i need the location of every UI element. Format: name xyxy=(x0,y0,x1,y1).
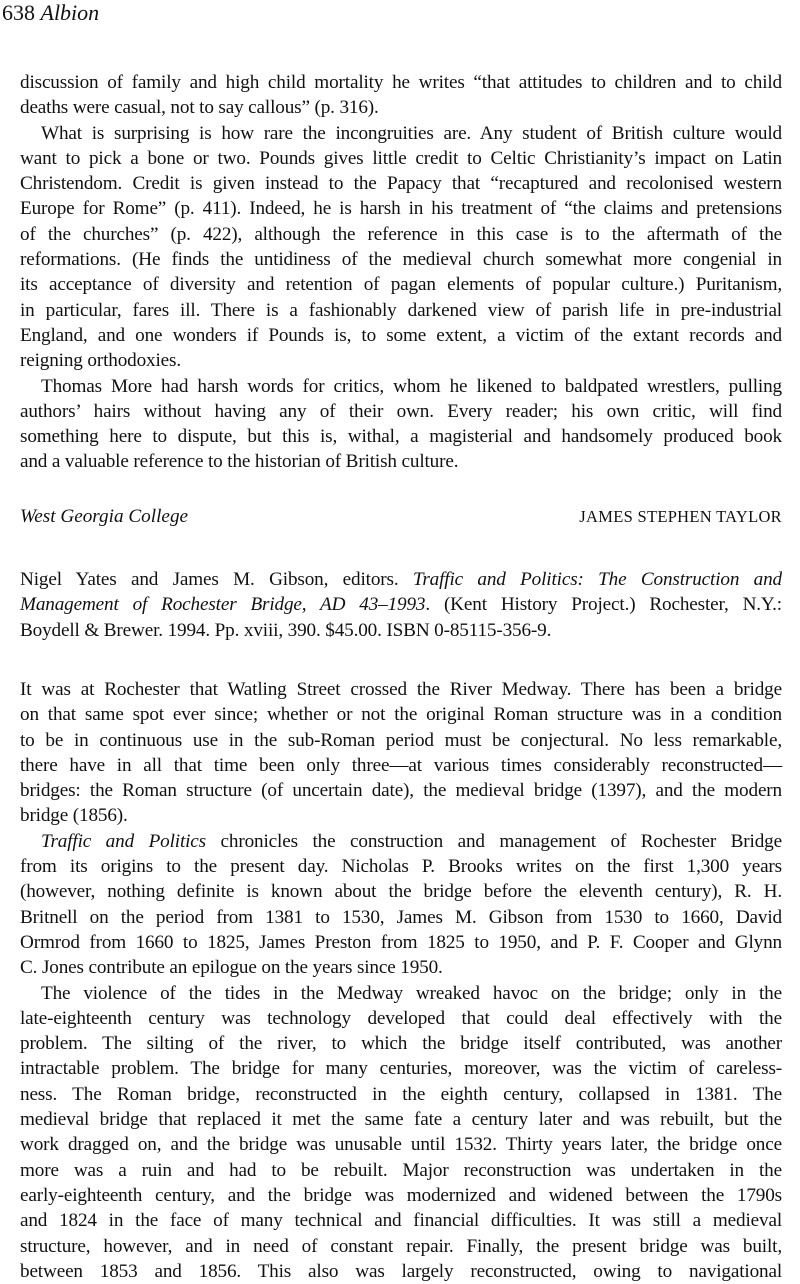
page-number: 638 xyxy=(2,0,35,25)
italic-title-text: Management of Rochester Bridge, AD 43–1993 xyxy=(20,594,426,616)
review-continued-body xyxy=(20,70,782,475)
text-line: work dragged on, and the bridge was unusable until 1532. Thirty years later, the bridge once xyxy=(20,1134,782,1156)
text-line: Christendom. Credit is given instead to the Papacy that “recaptured and recolonised western xyxy=(20,173,782,195)
text-line: Thomas More had harsh words for critics, whom he likened to baldpated wrestlers, pulling xyxy=(41,375,782,397)
text-segment: . (Kent History Project.) Rochester, N.Y.: xyxy=(425,594,782,616)
text-line: medieval bridge that replaced it met the same fate a century later and was rebuilt, but the xyxy=(20,1109,782,1131)
text-line: and 1824 in the face of many technical and financial difficulties. It was still a medieval xyxy=(20,1210,782,1232)
text-segment: Nigel Yates and James M. Gibson, editors. xyxy=(20,569,413,590)
paragraph xyxy=(20,374,782,475)
text-line: late-eighteenth century was technology developed that could deal effectively with the xyxy=(20,1007,782,1029)
paragraph xyxy=(20,981,782,1284)
text-line: deaths were casual, not to say callous” (p. 316). xyxy=(20,97,379,119)
text-line: The violence of the tides in the Medway wreaked havoc on the bridge; only in the xyxy=(41,982,782,1004)
text-line: reformations. (He finds the untidiness of the medieval church somewhat more congenial in xyxy=(20,249,782,271)
italic-title-text: Traffic and Politics xyxy=(41,830,206,852)
text-line: of the churches” (p. 422), although the reference in this case is to the aftermath of the xyxy=(20,223,782,245)
text-line: early-eighteenth century, and the bridge was modernized and widened between the 1790s xyxy=(20,1184,782,1206)
book-citation xyxy=(20,567,782,643)
text-line: It was at Rochester that Watling Street crossed the River Medway. There has been a bridge xyxy=(20,679,782,700)
text-line: Europe for Rome” (p. 411). Indeed, he is harsh in his treatment of “the claims and pretensions xyxy=(20,198,782,220)
text-segment: chronicles the construction and management of Rochester Bridge xyxy=(206,830,782,852)
text-line: (however, nothing definite is known about the bridge before the eleventh century), R. H. xyxy=(20,881,782,903)
text-line: between 1853 and 1856. This also was largely reconstructed, owing to navigational xyxy=(20,1260,782,1282)
paragraph xyxy=(20,677,782,829)
paragraph xyxy=(20,70,782,121)
paragraph xyxy=(20,829,782,981)
review-signature xyxy=(20,504,782,529)
text-line: bridge (1856). xyxy=(20,805,128,827)
text-line: Ormrod from 1660 to 1825, James Preston from 1825 to 1950, and P. F. Cooper and Glynn xyxy=(20,931,782,953)
text-line: its acceptance of diversity and retention of pagan elements of popular culture.) Puritanism, xyxy=(20,274,782,296)
text-line: and a valuable reference to the historian of British culture. xyxy=(20,451,459,473)
paragraph xyxy=(20,121,782,374)
text-line: to be in continuous use in the sub-Roman period must be conjectural. No less remarkable, xyxy=(20,729,782,751)
running-header xyxy=(2,0,99,26)
text-line: in particular, fares ill. There is a fashionably darkened view of parish life in pre-industrial xyxy=(20,299,782,321)
text-line: ness. The Roman bridge, reconstructed in the eighth century, collapsed in 1381. The xyxy=(20,1083,782,1105)
text-line: want to pick a bone or two. Pounds gives little credit to Celtic Christianity’s impact on Latin xyxy=(20,147,782,169)
text-line xyxy=(20,829,782,854)
text-line: authors’ hairs without having any of their own. Every reader; his own critic, will find xyxy=(20,400,782,422)
text-segment: Boydell & Brewer. 1994. Pp. xviii, 390. $45.00. ISBN 0-85115-356-9. xyxy=(20,619,552,641)
text-line: something here to dispute, but this is, withal, a magisterial and handsomely produced book xyxy=(20,426,782,448)
text-line xyxy=(20,567,782,592)
text-line: England, and one wonders if Pounds is, to some extent, a victim of the extant records and xyxy=(20,324,782,346)
text-line xyxy=(20,592,782,617)
text-line: bridges: the Roman structure (of uncertain date), the medieval bridge (1397), and the modern xyxy=(20,780,782,802)
italic-title-text: Traffic and Politics: The Construction and xyxy=(412,569,782,590)
text-line: discussion of family and high child mortality he writes “that attitudes to children and to child xyxy=(20,72,782,93)
text-line: problem. The silting of the river, to which the bridge itself contributed, was another xyxy=(20,1033,782,1055)
text-line xyxy=(20,618,782,643)
text-line: reigning orthodoxies. xyxy=(20,350,181,372)
reviewer-institution: West Georgia College xyxy=(20,506,189,527)
journal-title: Albion xyxy=(40,0,100,25)
text-line: intractable problem. The bridge for many centuries, moreover, was the victim of careless- xyxy=(20,1058,782,1080)
text-line: on that same spot ever since; whether or not the original Roman structure was in a condition xyxy=(20,704,782,726)
review-body xyxy=(20,677,782,1284)
text-line: What is surprising is how rare the incongruities are. Any student of British culture would xyxy=(41,122,782,144)
text-line: from its origins to the present day. Nicholas P. Brooks writes on the first 1,300 years xyxy=(20,856,782,878)
text-line: C. Jones contribute an epilogue on the years since 1950. xyxy=(20,957,443,979)
text-line: there have in all that time been only three—at various times considerably reconstructed— xyxy=(20,754,782,776)
text-line: structure, however, and in need of constant repair. Finally, the present bridge was built, xyxy=(20,1235,782,1257)
text-line: Britnell on the period from 1381 to 1530, James M. Gibson from 1530 to 1660, David xyxy=(20,906,782,928)
text-line: more was a ruin and had to be rebuilt. Major reconstruction was undertaken in the xyxy=(20,1159,782,1181)
reviewer-name: JAMES STEPHEN TAYLOR xyxy=(579,507,782,526)
